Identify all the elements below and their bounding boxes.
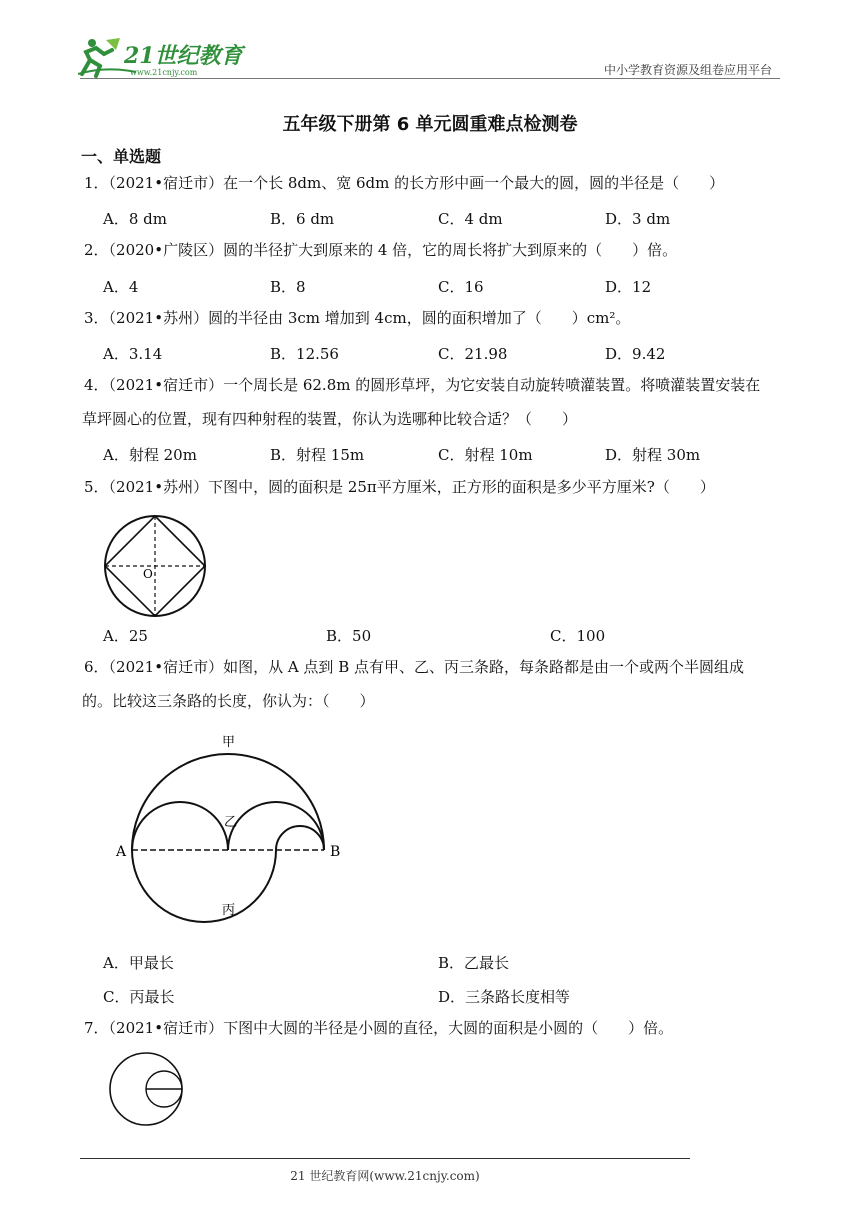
q6-label-bing: 丙 [222, 903, 236, 918]
header-divider [80, 78, 780, 79]
q2-option-d[interactable]: D．12 [605, 278, 652, 296]
q5-option-a[interactable]: A．25 [103, 627, 148, 645]
q5-option-b[interactable]: B．50 [326, 627, 372, 645]
q1-option-a[interactable]: A．8 dm [103, 210, 167, 228]
q5-circle-square-figure [99, 514, 211, 618]
q3-option-c[interactable]: C．21.98 [438, 345, 508, 363]
question-5: 5．（2021•苏州）下图中，圆的面积是 25π平方厘米，正方形的面积是多少平方厘米?（ ） [84, 478, 715, 496]
q3-option-b[interactable]: B．12.56 [270, 345, 339, 363]
question-3: 3．（2021•苏州）圆的半径由 3cm 增加到 4cm，圆的面积增加了（ ）cm²。 [84, 309, 631, 327]
q4-option-b[interactable]: B．射程 15m [270, 446, 365, 464]
question-1: 1．（2021•宿迁市）在一个长 8dm、宽 6dm 的长方形中画一个最大的圆，圆的半径是（ ） [84, 174, 725, 192]
q4-option-d[interactable]: D．射程 30m [605, 446, 701, 464]
q6-option-b[interactable]: B．乙最长 [438, 954, 510, 972]
question-2: 2．（2020•广陵区）圆的半径扩大到原来的 4 倍，它的周长将扩大到原来的（ ）倍。 [84, 241, 678, 259]
q4-option-a[interactable]: A．射程 20m [103, 446, 197, 464]
platform-text: 中小学教育资源及组卷应用平台 [603, 63, 772, 77]
question-4-line-2: 草坪圆心的位置，现有四种射程的装置，你认为选哪种比较合适？（ ） [82, 410, 578, 428]
q3-option-a[interactable]: A．3.14 [103, 345, 163, 363]
q2-option-a[interactable]: A．4 [103, 278, 139, 296]
q3-option-d[interactable]: D．9.42 [605, 345, 666, 363]
footer-divider [80, 1158, 690, 1159]
q6-option-a[interactable]: A．甲最长 [103, 954, 174, 972]
footer-text[interactable]: 21 世纪教育网(www.21cnjy.com) [290, 1169, 480, 1183]
logo-text: 21世纪教育 [124, 43, 243, 69]
q6-label-a: A [116, 844, 127, 860]
q7-circles-figure [104, 1050, 188, 1128]
question-4-line-1: 4．（2021•宿迁市）一个周长是 62.8m 的圆形草坪，为它安装自动旋转喷灌装置。将喷灌装置安装在 [84, 376, 761, 394]
site-logo [76, 36, 276, 78]
q5-center-label: O [143, 567, 153, 581]
section-title: 一、单选题 [81, 147, 162, 166]
q1-option-c[interactable]: C．4 dm [438, 210, 503, 228]
question-6-line-2: 的。比较这三条路的长度，你认为：（ ） [82, 692, 375, 710]
page-title: 五年级下册第 6 单元圆重难点检测卷 [282, 114, 578, 135]
logo-url-text: www.21cnjy.com [130, 68, 198, 77]
q4-option-c[interactable]: C．射程 10m [438, 446, 533, 464]
q6-label-b: B [330, 844, 341, 860]
q6-label-jia: 甲 [222, 735, 236, 750]
q2-option-c[interactable]: C．16 [438, 278, 484, 296]
q6-paths-figure [112, 728, 352, 928]
question-6-line-1: 6．（2021•宿迁市）如图，从 A 点到 B 点有甲、乙、丙三条路，每条路都是由一个或两个半圆组成 [84, 658, 744, 676]
q6-option-c[interactable]: C．丙最长 [103, 988, 175, 1006]
q1-option-b[interactable]: B．6 dm [270, 210, 335, 228]
q6-option-d[interactable]: D．三条路长度相等 [438, 988, 571, 1006]
question-7: 7．（2021•宿迁市）下图中大圆的半径是小圆的直径，大圆的面积是小圆的（ ）倍。 [84, 1019, 674, 1037]
q1-option-d[interactable]: D．3 dm [605, 210, 671, 228]
q5-option-c[interactable]: C．100 [550, 627, 606, 645]
q2-option-b[interactable]: B．8 [270, 278, 306, 296]
runner-logo-icon [76, 36, 276, 78]
q6-label-yi: 乙 [224, 815, 238, 830]
